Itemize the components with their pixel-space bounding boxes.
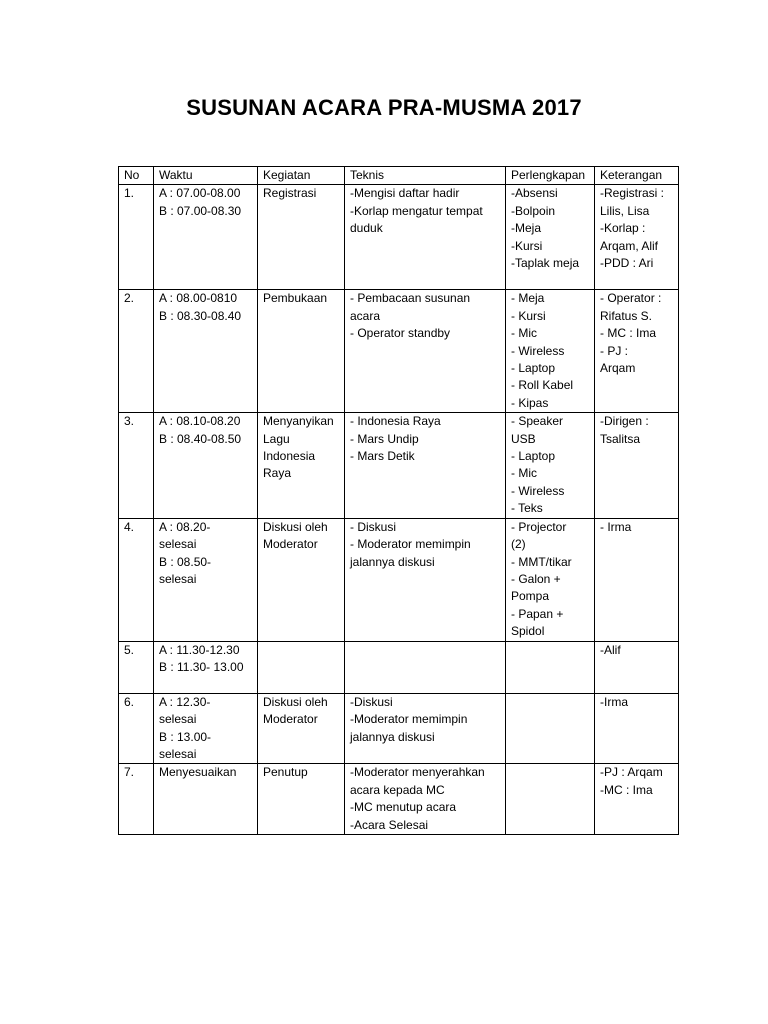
cell-waktu-line: A : 07.00-08.00 [159,186,241,201]
cell-perlengkapan [506,185,595,290]
cell-perlengkapan-line: -Bolpoin [511,203,556,218]
cell-perlengkapan-line: - Galon + [511,571,561,586]
cell-no: 2. [119,290,154,413]
cell-teknis-line: - Mars Undip [350,431,419,446]
cell-keterangan-line: - Operator : [600,291,662,306]
column-header-kegiatan: Kegiatan [258,167,345,185]
cell-kegiatan-line: Raya [263,466,292,481]
cell-kegiatan [258,290,345,413]
cell-no: 4. [119,518,154,641]
cell-keterangan [595,764,679,835]
cell-waktu-line: B : 08.30-08.40 [159,308,242,323]
cell-waktu-line: Menyesuaikan [159,765,237,780]
cell-teknis-line: -Mengisi daftar hadir [350,186,460,201]
cell-teknis [345,764,506,835]
cell-no: 3. [119,413,154,518]
cell-teknis-line: -Acara Selesai [350,817,429,832]
schedule-body [119,185,679,835]
cell-perlengkapan-line: (2) [511,537,526,552]
cell-teknis-line: jalannya diskusi [350,554,435,569]
cell-waktu-line: B : 07.00-08.30 [159,203,242,218]
cell-perlengkapan [506,764,595,835]
cell-perlengkapan [506,290,595,413]
cell-teknis [345,185,506,290]
cell-waktu [154,185,258,290]
cell-teknis-line: jalannya diskusi [350,729,435,744]
cell-waktu [154,518,258,641]
cell-teknis-line: -MC menutup acara [350,800,457,815]
table-row [119,693,679,764]
cell-perlengkapan-line: - Teks [511,501,543,516]
cell-waktu-line: A : 08.20- [159,519,211,534]
cell-no: 6. [119,693,154,764]
cell-waktu [154,641,258,693]
cell-teknis-line: -Korlap mengatur tempat [350,203,483,218]
table-row [119,185,679,290]
cell-waktu-line: selesai [159,746,197,761]
cell-teknis [345,641,506,693]
cell-waktu-line: A : 08.10-08.20 [159,414,241,429]
cell-keterangan-line: -Irma [600,694,628,709]
cell-perlengkapan [506,518,595,641]
cell-perlengkapan-line: - Projector [511,519,567,534]
cell-no: 1. [119,185,154,290]
cell-perlengkapan-line: -Meja [511,221,542,236]
cell-teknis-line: acara kepada MC [350,782,445,797]
cell-waktu-line: A : 12.30- [159,694,211,709]
cell-keterangan [595,641,679,693]
cell-keterangan-line: Tsalitsa [600,431,641,446]
cell-keterangan [595,290,679,413]
cell-teknis-line: duduk [350,221,383,236]
cell-kegiatan [258,693,345,764]
cell-teknis [345,693,506,764]
cell-teknis-line: acara [350,308,381,323]
cell-teknis-line: -Moderator memimpin [350,712,468,727]
cell-keterangan [595,185,679,290]
cell-perlengkapan-line: - Wireless [511,343,565,358]
cell-teknis-line: - Diskusi [350,519,397,534]
schedule-table [118,166,679,835]
cell-teknis [345,290,506,413]
table-header-row [119,167,679,185]
cell-teknis-line: - Indonesia Raya [350,414,441,429]
cell-kegiatan-line: Diskusi oleh [263,519,328,534]
table-row [119,641,679,693]
cell-teknis-line: -Moderator menyerahkan [350,765,485,780]
column-header-no: No [119,167,154,185]
cell-waktu-line: A : 08.00-0810 [159,291,238,306]
cell-perlengkapan-line: Spidol [511,624,545,639]
cell-keterangan-line: -Korlap : [600,221,646,236]
cell-teknis [345,413,506,518]
cell-kegiatan [258,641,345,693]
cell-keterangan [595,693,679,764]
cell-perlengkapan-line: - Kursi [511,308,546,323]
cell-perlengkapan-line: -Taplak meja [511,256,580,271]
cell-keterangan-line: -Registrasi : [600,186,665,201]
cell-waktu-line: B : 08.50- [159,554,212,569]
cell-kegiatan-line: Diskusi oleh [263,694,328,709]
cell-perlengkapan-line: - Papan + [511,606,564,621]
cell-keterangan-line: -MC : Ima [600,782,653,797]
cell-perlengkapan-line: - Wireless [511,483,565,498]
cell-perlengkapan-line: - Meja [511,291,545,306]
cell-kegiatan-line: Pembukaan [263,291,328,306]
cell-kegiatan-line: Moderator [263,537,318,552]
cell-keterangan [595,518,679,641]
cell-keterangan-line: -Alif [600,642,621,657]
cell-no: 7. [119,764,154,835]
column-header-teknis: Teknis [345,167,506,185]
cell-keterangan-line: - PJ : [600,343,629,358]
page-title: SUSUNAN ACARA PRA-MUSMA 2017 [186,95,582,120]
cell-perlengkapan-line: - Kipas [511,395,549,410]
cell-waktu-line: A : 11.30-12.30 [159,642,240,657]
cell-waktu-line: B : 11.30- 13.00 [159,660,244,675]
cell-waktu-line: selesai [159,712,197,727]
cell-waktu-line: B : 13.00- [159,729,212,744]
table-row [119,290,679,413]
table-row [119,764,679,835]
cell-kegiatan [258,518,345,641]
cell-keterangan-line: -PJ : Arqam [600,765,663,780]
cell-perlengkapan [506,413,595,518]
cell-perlengkapan-line: - Mic [511,326,537,341]
column-header-waktu: Waktu [154,167,258,185]
cell-keterangan-line: Rifatus S. [600,308,653,323]
cell-teknis-line: - Mars Detik [350,449,415,464]
cell-perlengkapan-line: -Absensi [511,186,558,201]
cell-kegiatan [258,413,345,518]
cell-perlengkapan-line: - Mic [511,466,537,481]
cell-kegiatan [258,764,345,835]
column-header-perlengkapan: Perlengkapan [506,167,595,185]
cell-kegiatan-line: Menyanyikan [263,414,334,429]
cell-perlengkapan-line: - Laptop [511,361,556,376]
cell-perlengkapan-line: USB [511,431,536,446]
cell-waktu [154,413,258,518]
cell-keterangan-line: - Irma [600,519,632,534]
cell-teknis-line: - Operator standby [350,326,451,341]
cell-perlengkapan-line: - Speaker [511,414,564,429]
cell-kegiatan-line: Moderator [263,712,318,727]
cell-teknis-line: - Pembacaan susunan [350,291,471,306]
cell-keterangan-line: -Dirigen : [600,414,649,429]
cell-waktu [154,290,258,413]
cell-keterangan-line: -PDD : Ari [600,256,654,271]
cell-keterangan-line: Arqam [600,361,636,376]
cell-perlengkapan-line: - Roll Kabel [511,378,574,393]
cell-waktu-line: selesai [159,537,197,552]
cell-teknis [345,518,506,641]
cell-kegiatan-line: Lagu [263,431,290,446]
cell-kegiatan-line: Indonesia [263,449,316,464]
cell-waktu-line: selesai [159,571,197,586]
table-row [119,518,679,641]
cell-waktu [154,764,258,835]
cell-perlengkapan-line: - MMT/tikar [511,554,572,569]
cell-kegiatan-line: Registrasi [263,186,317,201]
cell-no: 5. [119,641,154,693]
cell-perlengkapan-line: - Laptop [511,449,556,464]
cell-perlengkapan-line: -Kursi [511,238,543,253]
cell-keterangan-line: - MC : Ima [600,326,656,341]
cell-waktu [154,693,258,764]
cell-waktu-line: B : 08.40-08.50 [159,431,242,446]
cell-teknis-line: -Diskusi [350,694,393,709]
cell-perlengkapan [506,641,595,693]
cell-keterangan-line: Arqam, Alif [600,238,659,253]
cell-kegiatan-line: Penutup [263,765,308,780]
cell-perlengkapan [506,693,595,764]
cell-keterangan-line: Lilis, Lisa [600,203,650,218]
cell-perlengkapan-line: Pompa [511,589,550,604]
table-row [119,413,679,518]
cell-teknis-line: - Moderator memimpin [350,537,471,552]
column-header-keterangan: Keterangan [595,167,679,185]
cell-keterangan [595,413,679,518]
cell-kegiatan [258,185,345,290]
